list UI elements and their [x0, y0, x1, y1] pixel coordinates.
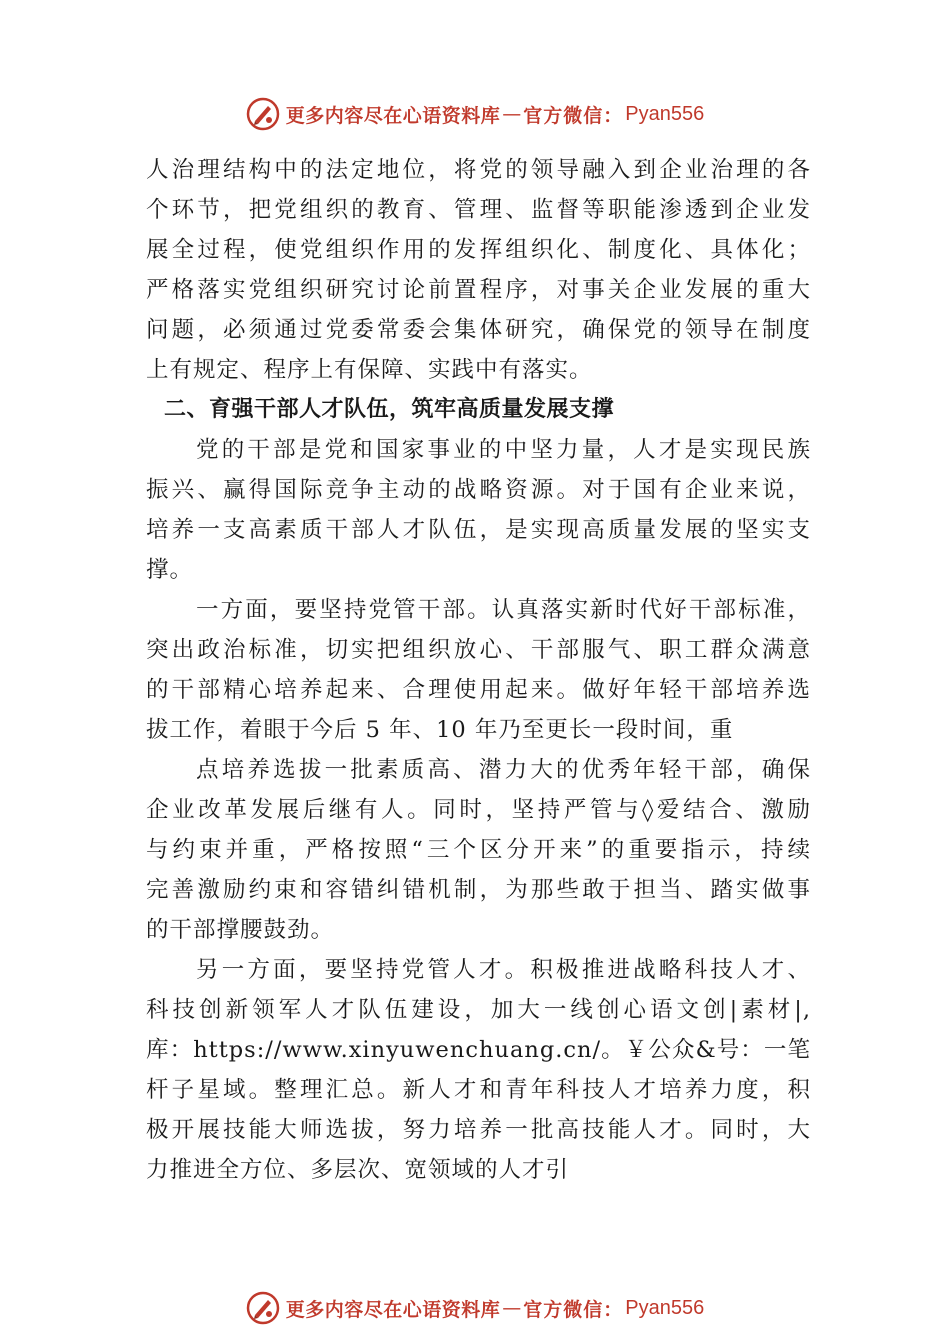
- text-line: 另一方面，要坚持党管人才。积极推进战略科技人才、: [196, 957, 811, 983]
- header-banner: [0, 92, 950, 136]
- paragraph-1: [146, 150, 811, 390]
- text-line: 极开展技能大师选拔，努力培养一批高技能人才。同时，大: [146, 1117, 811, 1143]
- text-line: 问题，必须通过党委常委会集体研究，确保党的领导在制度: [146, 317, 811, 343]
- header-dash: —: [502, 103, 522, 125]
- text-line: 上有规定、程序上有保障、实践中有落实。: [146, 357, 593, 383]
- text-line: 人治理结构中的法定地位，将党的领导融入到企业治理的各: [146, 157, 811, 183]
- paragraph-3: [146, 590, 811, 750]
- text-line: 科技创新领军人才队伍建设，加大一线创心语文创|素材|,: [146, 997, 811, 1023]
- section-heading: 二、育强干部人才队伍，筑牢高质量发展支撑: [164, 397, 615, 422]
- text-line: 企业改革发展后继有人。同时，坚持严管与◊爱结合、激励: [146, 797, 811, 823]
- text-line: 完善激励约束和容错纠错机制，为那些敢于担当、踏实做事: [146, 877, 811, 903]
- logo-icon: [246, 97, 280, 131]
- text-line: 党的干部是党和国家事业的中坚力量，人才是实现民族: [196, 437, 811, 463]
- text-line: 杆子星域。整理汇总。新人才和青年科技人才培养力度，积: [146, 1077, 811, 1103]
- header-official-label: 官方微信：: [523, 104, 624, 127]
- text-line: 与约束并重，严格按照“三个区分开来”的重要指示，持续: [146, 837, 811, 863]
- text-line: 拔工作，着眼于今后 5 年、10 年乃至更长一段时间，重: [146, 717, 734, 743]
- footer-banner: [0, 1286, 950, 1330]
- text-line: 的干部撑腰鼓劲。: [146, 917, 335, 943]
- text-line: 的干部精心培养起来、合理使用起来。做好年轻干部培养选: [146, 677, 811, 703]
- text-line: 力推进全方位、多层次、宽领域的人才引: [146, 1157, 570, 1183]
- paragraph-2: [146, 430, 811, 590]
- document-body: [146, 150, 811, 1190]
- text-line: 个环节，把党组织的教育、管理、监督等职能渗透到企业发: [146, 197, 811, 223]
- text-line: 严格落实党组织研究讨论前置程序，对事关企业发展的重大: [146, 277, 811, 303]
- paragraph-5: [146, 950, 811, 1190]
- paragraph-4: [146, 750, 811, 950]
- footer-official-label: 官方微信：: [523, 1298, 624, 1321]
- text-line: 点培养选拔一批素质高、潜力大的优秀年轻干部，确保: [196, 757, 811, 783]
- footer-wechat-id: Pyan556: [625, 1296, 705, 1319]
- text-line: 培养一支高素质干部人才队伍，是实现高质量发展的坚实支: [146, 517, 811, 543]
- footer-title: 更多内容尽在心语资料库: [285, 1298, 501, 1321]
- footer-dash: —: [502, 1297, 522, 1319]
- text-line: 库：https://www.xinyuwenchuang.cn/。￥公众&号：一笔: [146, 1037, 811, 1063]
- text-line: 振兴、赢得国际竞争主动的战略资源。对于国有企业来说，: [146, 477, 811, 503]
- header-wechat-id: Pyan556: [625, 102, 705, 125]
- text-line: 一方面，要坚持党管干部。认真落实新时代好干部标准，: [196, 597, 811, 623]
- text-line: 展全过程，使党组织作用的发挥组织化、制度化、具体化；: [146, 237, 811, 263]
- logo-icon: [246, 1291, 280, 1325]
- text-line: 撑。: [146, 557, 194, 583]
- text-line: 突出政治标准，切实把组织放心、干部服气、职工群众满意: [146, 637, 811, 663]
- header-title: 更多内容尽在心语资料库: [285, 104, 501, 127]
